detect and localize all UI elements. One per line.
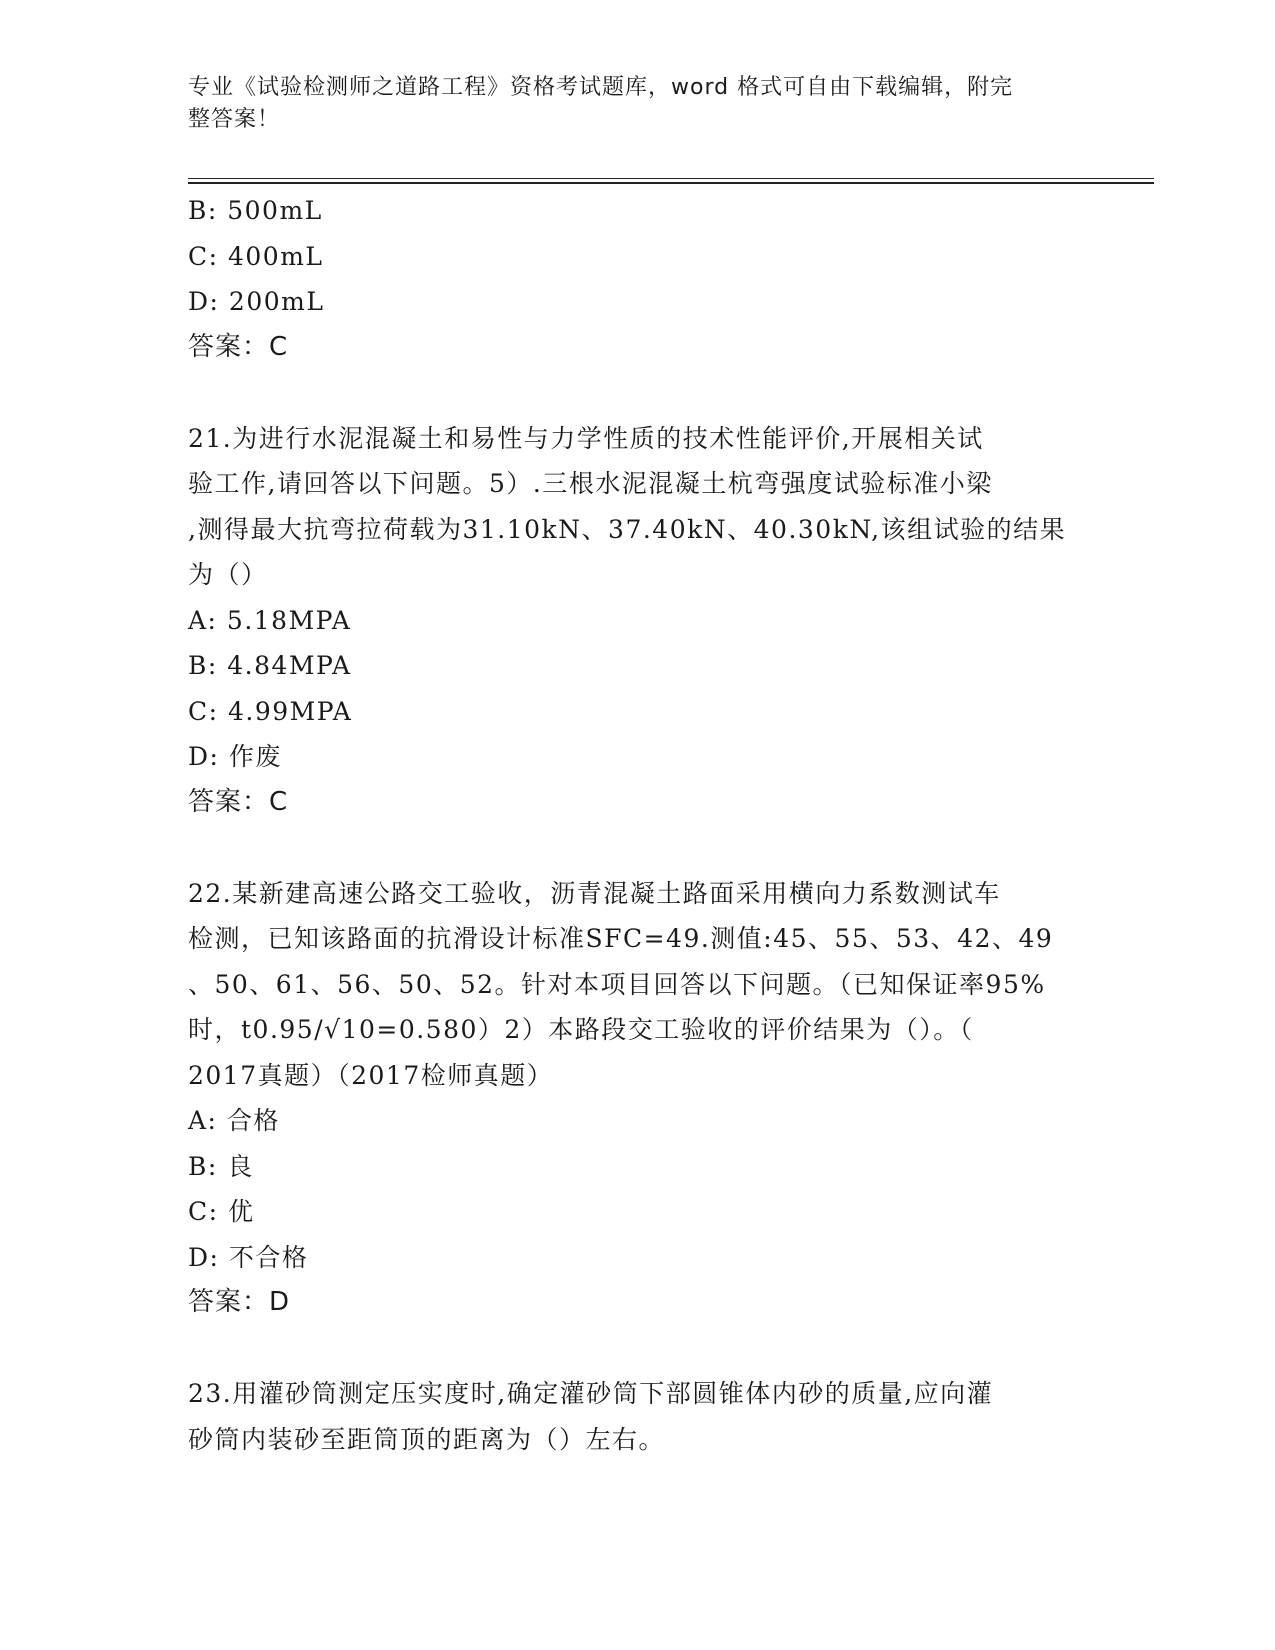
option-b: B: 4.84MPA [188,651,352,680]
question-text-line: 验工作,请回答以下问题。5）.三根水泥混凝土杭弯强度试验标准小梁 [188,469,993,498]
question-20-tail [188,188,1088,370]
option-a: A: 合格 [188,1106,280,1135]
question-text-line: 检测，已知该路面的抗滑设计标准SFC=49.测值:45、55、53、42、49 [188,924,1054,953]
header-divider-thick [188,182,1154,184]
question-21 [188,416,1088,826]
question-23 [188,1371,1088,1462]
answer: 答案：D [188,1287,291,1317]
question-text-line: 、50、61、56、50、52。针对本项目回答以下问题。（已知保证率95% [188,969,1046,999]
option-d: D: 作废 [188,742,282,771]
option-d: D: 不合格 [188,1242,309,1272]
option-c: C: 400mL [188,241,324,271]
document-header [188,72,1088,136]
question-text-line: 时，t0.95/√10=0.580）2）本路段交工验收的评价结果为（）。（ [188,1015,974,1044]
header-divider [188,178,1154,179]
header-line-1: 专业《试验检测师之道路工程》资格考试题库，word 格式可自由下载编辑，附完 [188,75,1014,100]
question-text-line: 2017真题）（2017检师真题） [188,1060,554,1090]
option-b: B: 500mL [188,196,323,225]
question-text-line: 22.某新建高速公路交工验收，沥青混凝土路面采用横向力系数测试车 [188,878,1001,908]
question-text-line: 23.用灌砂筒测定压实度时,确定灌砂筒下部圆锥体内砂的质量,应向灌 [188,1379,994,1408]
option-b: B: 良 [188,1151,254,1181]
question-22 [188,871,1088,1326]
header-line-2: 整答案！ [188,107,281,132]
option-c: C: 优 [188,1197,255,1226]
question-text-line: 21.为进行水泥混凝土和易性与力学性质的技术性能评价,开展相关试 [188,423,984,453]
answer: 答案：C [188,331,289,362]
option-a: A: 5.18MPA [188,605,352,635]
question-content [188,188,1088,1462]
question-text-line: ,测得最大抗弯拉荷载为31.10kN、37.40kN、40.30kN,该组试验的结果 [188,514,1067,544]
answer: 答案：C [188,786,289,817]
question-text-line: 为（） [188,560,268,589]
option-d: D: 200mL [188,287,325,316]
question-text-line: 砂筒内装砂至距筒顶的距离为（）左右。 [188,1424,666,1454]
option-c: C: 4.99MPA [188,696,353,726]
